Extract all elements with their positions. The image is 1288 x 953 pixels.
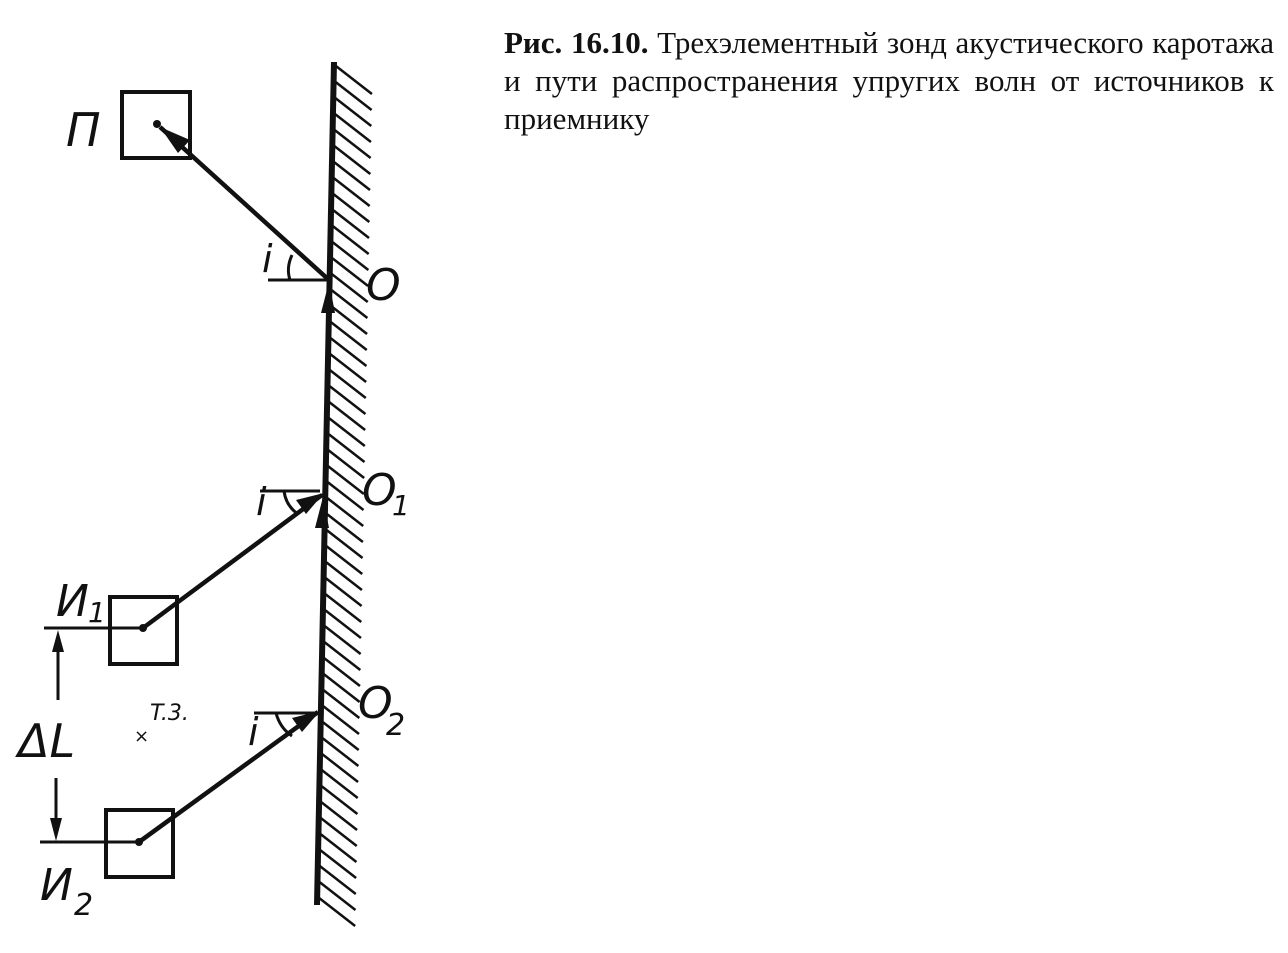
ray-to-receiver	[160, 127, 329, 280]
hatch-line	[320, 834, 356, 862]
receiver-label: П	[66, 103, 101, 157]
source2-label: И	[40, 860, 73, 911]
figure-caption	[504, 24, 1274, 138]
angle-arc-o	[288, 255, 292, 280]
hatch-line	[336, 66, 372, 94]
caption-text: Трехэлементный зонд акустического каротажа и пути распространения упругих волн от источников к приемнику	[504, 25, 1275, 136]
hatch-line	[335, 98, 371, 126]
ray-source2	[139, 712, 318, 842]
hatch-line	[328, 434, 364, 462]
hatch-line	[320, 850, 356, 878]
hatch-line	[328, 450, 364, 478]
angle-label-o1: i	[256, 480, 267, 524]
tz-cross: ×	[134, 726, 150, 747]
hatch-line	[332, 274, 368, 302]
angle-arc-o1	[284, 491, 298, 514]
hatch-line	[322, 754, 358, 782]
hatch-line	[321, 818, 357, 846]
dim-arrow-top	[52, 630, 64, 652]
angle-label-o: i	[262, 237, 273, 281]
receiver-point	[153, 120, 161, 128]
hatch-line	[325, 610, 361, 638]
angle-label-o2: i	[248, 710, 259, 754]
hatch-line	[328, 482, 364, 510]
hatch-line	[331, 290, 367, 318]
hatch-line	[332, 258, 368, 286]
hatch-line	[322, 738, 358, 766]
source1-label: И	[56, 576, 89, 627]
hatch-line	[334, 146, 370, 174]
hatch-line	[325, 626, 361, 654]
hatch-line	[335, 130, 371, 158]
delta-l-label: ΔL	[18, 714, 76, 768]
hatch-line	[319, 898, 355, 926]
point-o-label: O	[366, 260, 401, 311]
hatch-line	[321, 786, 357, 814]
ray-source1	[143, 495, 322, 628]
hatch-line	[329, 386, 365, 414]
hatch-line	[326, 578, 362, 606]
source1-sub: 1	[88, 596, 106, 629]
wall-arrowhead-upper	[321, 282, 335, 313]
hatch-line	[322, 770, 358, 798]
point-o2-sub: 2	[386, 708, 406, 743]
hatch-line	[324, 658, 360, 686]
hatch-line	[324, 642, 360, 670]
hatch-line	[333, 194, 369, 222]
point-o1-label: O	[362, 465, 397, 516]
hatch-line	[331, 322, 367, 350]
caption-number: Рис. 16.10.	[504, 25, 649, 60]
hatch-line	[321, 802, 357, 830]
hatch-line	[328, 466, 364, 494]
hatch-line	[327, 498, 363, 526]
hatch-line	[336, 82, 372, 110]
point-o1-sub: 1	[392, 489, 410, 522]
tz-label: T.3.	[150, 701, 189, 726]
hatch-line	[330, 338, 366, 366]
hatch-line	[327, 514, 363, 542]
hatch-line	[326, 546, 362, 574]
hatch-line	[334, 162, 370, 190]
hatch-line	[320, 866, 356, 894]
hatch-line	[324, 674, 360, 702]
hatch-line	[333, 210, 369, 238]
hatch-line	[319, 882, 355, 910]
hatch-line	[323, 690, 359, 718]
hatch-line	[333, 226, 369, 254]
hatch-line	[325, 594, 361, 622]
hatch-line	[330, 354, 366, 382]
hatch-line	[331, 306, 367, 334]
hatch-line	[323, 706, 359, 734]
hatch-line	[329, 402, 365, 430]
hatch-line	[334, 178, 370, 206]
hatch-line	[330, 370, 366, 398]
source2-sub: 2	[74, 888, 94, 923]
hatch-line	[329, 418, 365, 446]
hatch-line	[327, 530, 363, 558]
hatch-line	[332, 242, 368, 270]
dim-arrow-bottom	[50, 818, 62, 841]
hatch-line	[323, 722, 359, 750]
hatch-line	[335, 114, 371, 142]
hatch-line	[326, 562, 362, 590]
point-o2-label: O	[358, 678, 393, 729]
angle-arc-o2	[276, 713, 292, 736]
